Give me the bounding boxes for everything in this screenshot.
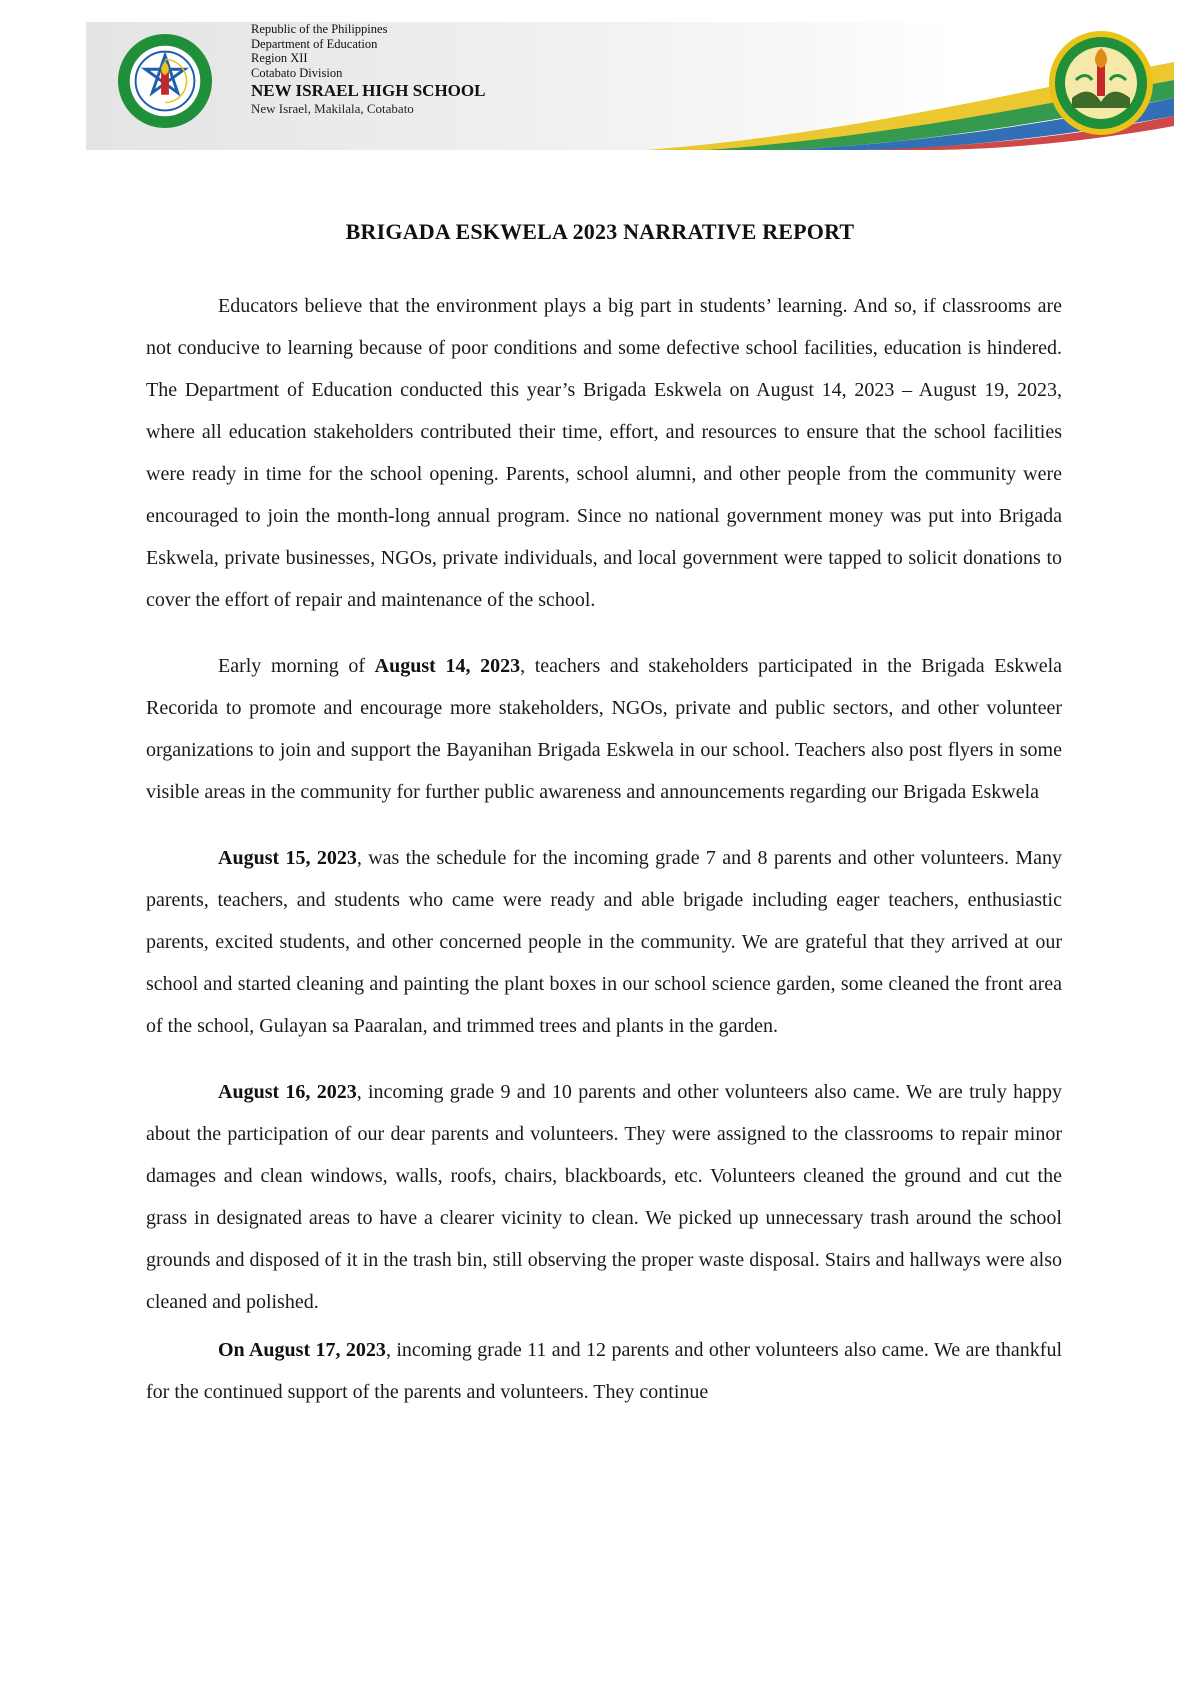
banner-swoosh-graphic: [86, 22, 1174, 150]
paragraph-aug17: [146, 1329, 1062, 1413]
school-seal-icon: [116, 32, 214, 130]
paragraph-aug16-text: , incoming grade 9 and 10 parents and other volunteers also came. We are truly happy about the participation of our dear parents and volunteers. They were assigned to the classrooms to repair minor damages and clean windows, walls, roofs, chairs, blackboards, etc. Volunteers cleaned the ground and cut the grass in designated areas to have a clearer vicinity to clean. We picked up unnecessary trash around the school grounds and disposed of it in the trash bin, still observing the proper waste disposal. Stairs and hallways were also cleaned and polished.: [146, 1081, 1062, 1313]
paragraph-intro-text: Educators believe that the environment plays a big part in students’ learning. And so, if classrooms are not conducive to learning because of poor conditions and some defective school facilities, education is hindered. The Department of Education conducted this year’s Brigada Eskwela on August 14, 2023 – August 19, 2023, where all education stakeholders contributed their time, effort, and resources to ensure that the school facilities were ready in time for the school opening. Parents, school alumni, and other people from the community were encouraged to join the month-long annual program. Since no national government money was put into Brigada Eskwela, private businesses, NGOs, private individuals, and local government were tapped to solicit donations to cover the effort of repair and maintenance of the school.: [146, 295, 1062, 611]
paragraph-aug17-text: , incoming grade 11 and 12 parents and other volunteers also came. We are thankful for the continued support of the parents and volunteers. They continue: [146, 1339, 1063, 1403]
date-aug16: August 16, 2023: [218, 1081, 357, 1103]
header-line-department: Department of Education: [251, 36, 378, 51]
header-line-division: Cotabato Division: [251, 65, 343, 80]
header-line-region: Region XII: [251, 51, 308, 65]
header-line-republic: Republic of the Philippines: [251, 22, 388, 36]
division-seal-icon: [1046, 28, 1156, 138]
date-aug17: On August 17, 2023: [218, 1339, 386, 1361]
school-name: NEW ISRAEL HIGH SCHOOL: [251, 81, 486, 100]
date-aug15: August 15, 2023: [218, 847, 357, 869]
paragraph-aug14-lead: Early morning of: [218, 655, 375, 677]
paragraph-aug15: [146, 837, 1062, 1047]
paragraph-aug14: [146, 645, 1062, 813]
paragraph-intro: [146, 285, 1062, 621]
report-body: [146, 285, 1062, 1437]
paragraph-aug14-text: , teachers and stakeholders participated in the Brigada Eskwela Recorida to promote and encourage more stakeholders, NGOs, private and public sectors, and other volunteer organizations to join and support the Bayanihan Brigada Eskwela in our school. Teachers also post flyers in some visible areas in the community for further public awareness and announcements regarding our Brigada Eskwela: [146, 655, 1063, 803]
paragraph-aug16: [146, 1071, 1062, 1323]
school-address: New Israel, Makilala, Cotabato: [251, 101, 414, 116]
letterhead-text: [251, 22, 485, 117]
paragraph-aug15-text: , was the schedule for the incoming grade 7 and 8 parents and other volunteers. Many parents, teachers, and students who came were ready and able brigade including eager teachers, enthusiastic parents, excited students, and other concerned people in the community. We are grateful that they arrived at our school and started cleaning and painting the plant boxes in our school science garden, some cleaned the front area of the school, Gulayan sa Paaralan, and trimmed trees and plants in the garden.: [146, 847, 1063, 1037]
date-aug14: August 14, 2023: [374, 655, 521, 677]
report-title: BRIGADA ESKWELA 2023 NARRATIVE REPORT: [345, 219, 855, 244]
letterhead-banner: [86, 22, 1174, 150]
